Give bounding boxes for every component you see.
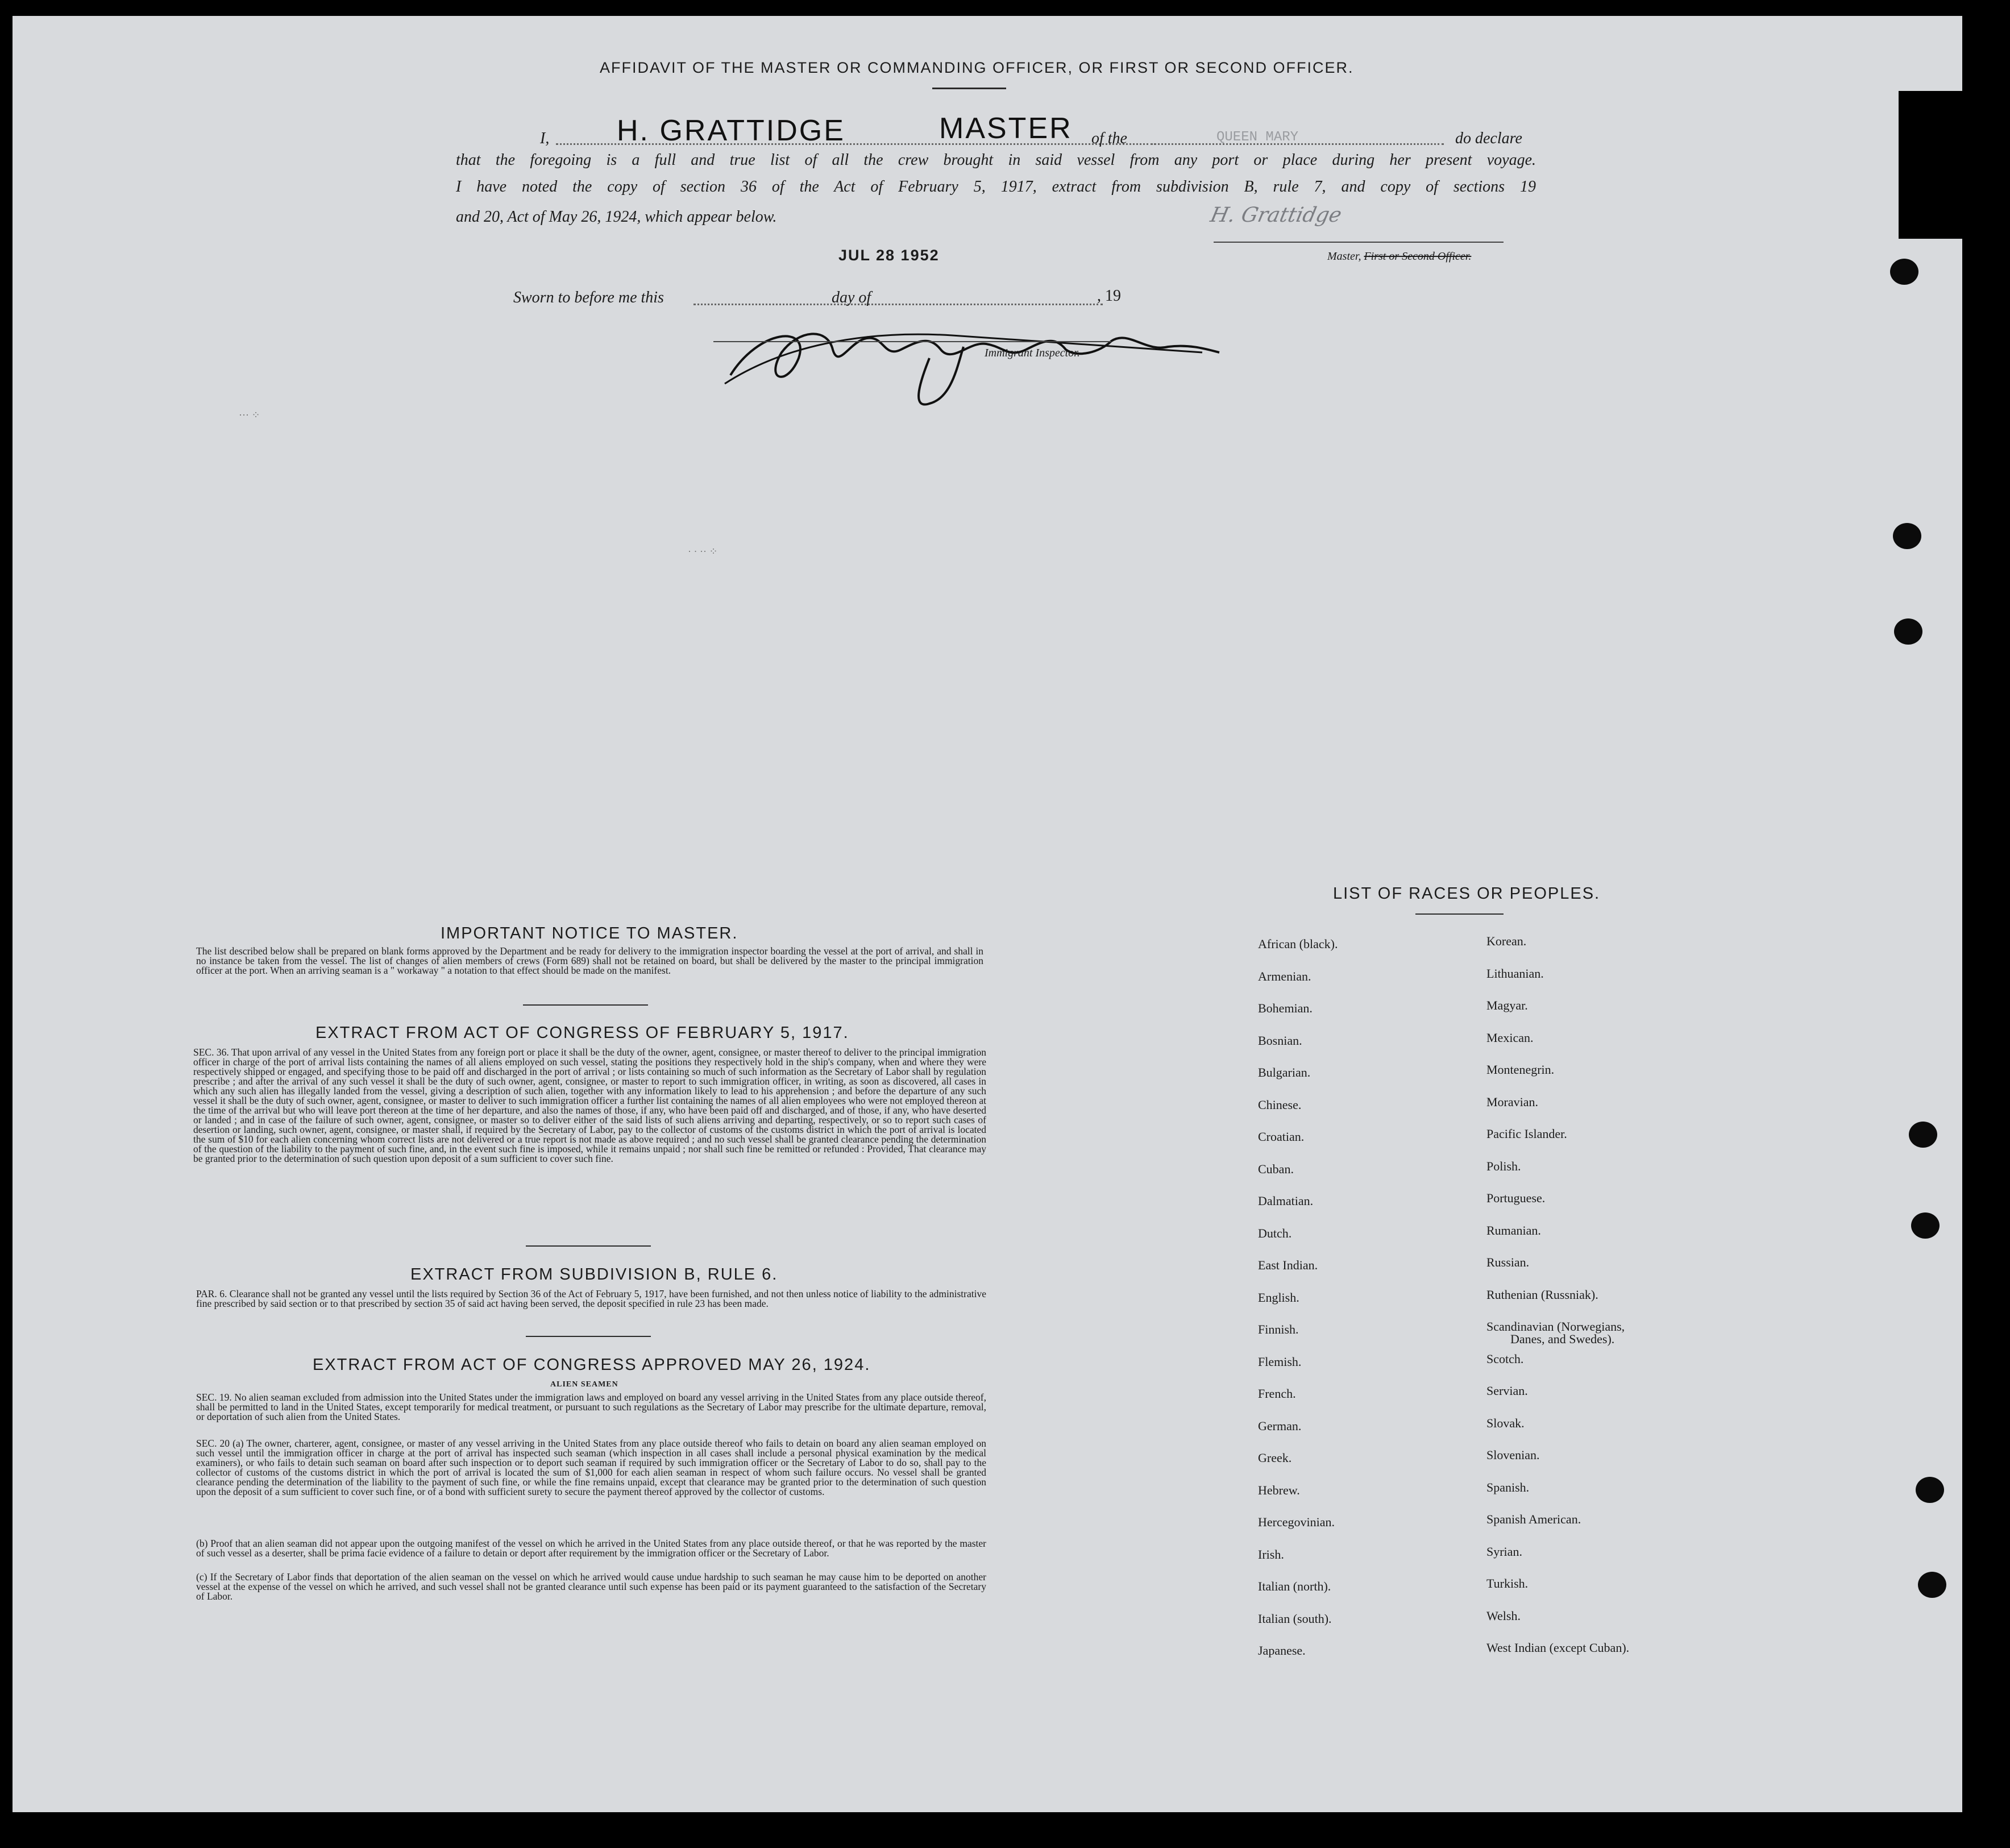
vessel-name-stamp: QUEEN MARY bbox=[1216, 130, 1299, 145]
binder-hole bbox=[1916, 1477, 1944, 1503]
race-item: West Indian (except Cuban). bbox=[1486, 1641, 1630, 1655]
year-label: , 19 bbox=[1097, 287, 1121, 305]
inspector-caption: Immigrant Inspector. bbox=[985, 347, 1080, 359]
race-item: Servian. bbox=[1486, 1384, 1528, 1398]
race-item: Hebrew. bbox=[1258, 1482, 1300, 1497]
race-item: Syrian. bbox=[1486, 1544, 1522, 1559]
race-item: Moravian. bbox=[1486, 1094, 1539, 1109]
race-item: Armenian. bbox=[1258, 969, 1311, 983]
caption-struck: First or Second Officer. bbox=[1364, 250, 1472, 263]
race-item: Welsh. bbox=[1486, 1608, 1521, 1623]
race-item: Cuban. bbox=[1258, 1161, 1294, 1176]
date-stamp: JUL 28 1952 bbox=[838, 247, 940, 264]
extract-1917-title: EXTRACT FROM ACT OF CONGRESS OF FEBRUARY 5, 1917. bbox=[315, 1024, 849, 1042]
race-item: Slovenian. bbox=[1486, 1448, 1540, 1462]
vessel-line bbox=[1154, 143, 1444, 145]
binder-hole bbox=[1911, 1212, 1940, 1239]
race-item: Croatian. bbox=[1258, 1129, 1305, 1144]
race-item: Mexican. bbox=[1486, 1030, 1534, 1045]
speck: ⋯ ⁘ bbox=[239, 409, 260, 421]
race-item: Lithuanian. bbox=[1486, 966, 1544, 981]
race-item: Montenegrin. bbox=[1486, 1062, 1555, 1077]
race-item: Russian. bbox=[1486, 1255, 1530, 1269]
races-right-column bbox=[1486, 934, 1629, 1673]
race-item: Bosnian. bbox=[1258, 1033, 1302, 1048]
notice-rule bbox=[523, 1004, 648, 1006]
race-item: Magyar. bbox=[1486, 998, 1528, 1012]
alien-seamen-subtitle: ALIEN SEAMEN bbox=[550, 1380, 618, 1389]
notice-body: The list described below shall be prepared on blank forms approved by the Department and be ready for delivery to the immigration inspector boarding the vessel at the port of arrival, and shall in no instance be taken from the vessel. The list of changes of alien members of crews (Form 689) shall not be retained on board, but shall be delivered by the master to the principal immigration officer at the port. When an arriving seaman is a " workaway " a notation to that effect should be made on the manifest. bbox=[196, 945, 983, 976]
binder-hole bbox=[1894, 618, 1922, 645]
do-declare-label: do declare bbox=[1455, 130, 1522, 147]
race-item: East Indian. bbox=[1258, 1258, 1318, 1272]
declaration-line-1: that the foregoing is a full and true list of all the crew brought in said vessel from any port or place during her present voyage. bbox=[456, 151, 1536, 169]
binder-hole bbox=[1893, 523, 1921, 549]
race-item: Spanish. bbox=[1486, 1480, 1530, 1494]
races-left-column bbox=[1258, 937, 1338, 1676]
declaration-line-3: and 20, Act of May 26, 1924, which appear below. bbox=[456, 208, 777, 226]
inspector-line bbox=[713, 341, 1111, 342]
race-item: Bohemian. bbox=[1258, 1001, 1313, 1015]
signer-caption bbox=[1327, 250, 1471, 263]
extract-1917-body: SEC. 36. That upon arrival of any vessel in the United States from any foreign port or place it shall be the duty of the owner, agent, consignee, or master thereof to deliver to the principal immigration officer in charge of the port of arrival lists containing the names of all aliens employed on such vessel, stating the positions they respectively hold in the ship's company, when and where they were respectively shipped or engaged, and specifying those to be paid off and discharged in the port of arrival ; or lists containing so much of such information as the Secretary of Labor shall by regulation prescribe ; and after the arrival of any such vessel it shall be the duty of such owner, agent, consignee, or master to report to such immigration officer, in writing, as soon as discovered, all cases in which any such alien has illegally landed from the vessel, giving a description of such alien, together with any information likely to lead to his apprehension ; and before the departure of any such vessel it shall be the duty of such owner, agent, consignee, or master to deliver to such immigration officer a further list containing the names of all alien employees who were not employed thereon at the time of the arrival but who will leave port thereon at the time of her departure, and also the names of those, if any, who have been paid off and discharged, and of those, if any, who have deserted or landed ; and in case of the failure of such owner, agent, consignee, or master so to deliver either of the said lists of such aliens arriving and departing, respectively, or so to report such cases of desertion or landing, such owner, agent, consignee, or master shall, if required by the Secretary of Labor, pay to the collector of customs of the customs district in which the port of arrival is located the sum of $10 for each alien concerning whom correct lists are not delivered or a true report is not made as above required ; and no such vessel shall be granted clearance pending the determination of the question of the liability to the payment of such fine, and, in the event such fine is imposed, while it remains unpaid ; nor shall such fine be remitted or refunded : Provided, That clearance may be granted prior to the determination of such question upon deposit of a sum sufficient to cover such fine. bbox=[193, 1046, 986, 1164]
sworn-label: Sworn to before me this bbox=[513, 289, 664, 306]
extract-1924-title: EXTRACT FROM ACT OF CONGRESS APPROVED MAY 26, 1924. bbox=[313, 1356, 871, 1374]
race-item: Turkish. bbox=[1486, 1576, 1529, 1590]
races-title: LIST OF RACES OR PEOPLES. bbox=[1333, 884, 1601, 903]
race-item: Portuguese. bbox=[1486, 1191, 1546, 1205]
race-item: Spanish American. bbox=[1486, 1512, 1581, 1526]
binder-hole bbox=[1909, 1122, 1937, 1148]
signature-line bbox=[1214, 242, 1504, 243]
race-item: German. bbox=[1258, 1418, 1302, 1433]
caption-master: Master, bbox=[1327, 250, 1361, 263]
race-item: French. bbox=[1258, 1386, 1296, 1401]
i-label: I, bbox=[540, 130, 550, 147]
day-of-label: day of bbox=[832, 289, 871, 306]
rule6-rule bbox=[526, 1336, 651, 1337]
race-item bbox=[1486, 1319, 1629, 1352]
race-item: Italian (north). bbox=[1258, 1579, 1331, 1593]
race-item: Chinese. bbox=[1258, 1097, 1302, 1112]
extract-1924-sec19: SEC. 19. No alien seaman excluded from admission into the United States under the immigration laws and employed on board any vessel arriving in the United States from any place outside thereof, shall be permitted to land in the United States, except temporarily for medical treatment, or pursuant to such regulations as the Secretary of Labor may prescribe for the ultimate departure, removal, or deportation of such alien from the United States. bbox=[196, 1392, 986, 1422]
race-item: Scotch. bbox=[1486, 1351, 1524, 1366]
race-item: Irish. bbox=[1258, 1547, 1284, 1562]
race-item: Pacific Islander. bbox=[1486, 1127, 1567, 1141]
race-item: Bulgarian. bbox=[1258, 1065, 1311, 1079]
affidavit-title: AFFIDAVIT OF THE MASTER OR COMMANDING OFFICER, OR FIRST OR SECOND OFFICER. bbox=[600, 59, 1354, 76]
race-item-line2: Danes, and Swedes). bbox=[1510, 1332, 1615, 1346]
race-item: Dalmatian. bbox=[1258, 1194, 1314, 1208]
race-item: Ruthenian (Russniak). bbox=[1486, 1287, 1598, 1302]
extract-1924-sec20c: (c) If the Secretary of Labor finds that deportation of the alien seaman on the vessel on which he arrived would cause undue hardship to such seaman he may cause him to be deported on another vessel at the expense of the vessel on which he arrived, and such vessel shall not be granted clearance until such expense has been paid or its payment guaranteed to the satisfaction of the Secretary of Labor. bbox=[196, 1571, 986, 1602]
extract-1917-rule bbox=[526, 1245, 651, 1247]
master-name-handwritten: H. GRATTIDGE bbox=[617, 114, 845, 147]
master-title-handwritten: MASTER bbox=[939, 112, 1073, 145]
race-item: Polish. bbox=[1486, 1158, 1521, 1173]
race-item: Korean. bbox=[1486, 934, 1527, 948]
race-item: Rumanian. bbox=[1486, 1223, 1541, 1237]
notice-title: IMPORTANT NOTICE TO MASTER. bbox=[441, 924, 738, 942]
race-item: Dutch. bbox=[1258, 1226, 1292, 1240]
extract-1924-sec20b: (b) Proof that an alien seaman did not appear upon the outgoing manifest of the vessel on which he arrived in the United States from any place outside thereof, or that he was reported by the master of such vessel as a deserter, shall be prima facie evidence of a failure to detain or deport after requirement by the immigration officer or the Secretary of Labor. bbox=[196, 1538, 986, 1559]
speck: · · ·· ⁘ bbox=[688, 546, 718, 557]
race-item: Slovak. bbox=[1486, 1415, 1525, 1430]
race-item-line1: Scandinavian (Norwegians, bbox=[1486, 1319, 1625, 1334]
race-item: African (black). bbox=[1258, 937, 1338, 951]
page-edge-shadow bbox=[1899, 91, 1962, 239]
rule6-title: EXTRACT FROM SUBDIVISION B, RULE 6. bbox=[410, 1265, 778, 1284]
race-item: Flemish. bbox=[1258, 1354, 1302, 1369]
rule6-body: PAR. 6. Clearance shall not be granted any vessel until the lists required by Section 36 of the Act of February 5, 1917, have been furnished, and not then unless notice of liability to the administrative fine prescribed by said section or to that prescribed by section 35 of said act having been served, the deposit specified in rule 23 has been made. bbox=[196, 1288, 986, 1309]
title-rule bbox=[932, 88, 1006, 89]
race-item: Hercegovinian. bbox=[1258, 1515, 1335, 1529]
extract-1924-sec20a: SEC. 20 (a) The owner, charterer, agent, consignee, or master of any vessel arriving in the United States from any place outside thereof who fails to detain on board any alien seaman employed on such vessel until the immigration officer in charge at the port of arrival has inspected such seaman (which inspection in all cases shall include a personal physical examination by the medical examiners), or who fails to detain such seaman on board after such inspection or to deport such seaman if required by such immigration officer or the Secretary of Labor to do so, shall pay to the collector of customs of the customs district in which the port of arrival is located the sum of $1,000 for each alien seaman in respect of whom such failure occurs. No vessel shall be granted clearance pending the determination of the liability to the payment of such fine, or while the fine remains unpaid, except that clearance may be granted prior to the determination of such question upon the deposit of a sum sufficient to cover such fine, or of a bond with sufficient surety to secure the payment thereof approved by the collector of customs. bbox=[196, 1438, 986, 1497]
races-rule bbox=[1415, 913, 1504, 915]
inspector-signature bbox=[713, 296, 1236, 415]
master-signature: H. Grattidge bbox=[1208, 204, 1344, 227]
race-item: Finnish. bbox=[1258, 1322, 1299, 1336]
declaration-line-2: I have noted the copy of section 36 of the Act of February 5, 1917, extract from subdivision B, rule 7, and copy of sections 19 bbox=[456, 178, 1536, 196]
binder-hole bbox=[1918, 1572, 1946, 1598]
race-item: Greek. bbox=[1258, 1451, 1292, 1465]
binder-hole bbox=[1890, 259, 1918, 285]
race-item: English. bbox=[1258, 1290, 1299, 1305]
race-item: Japanese. bbox=[1258, 1643, 1306, 1658]
race-item: Italian (south). bbox=[1258, 1611, 1332, 1626]
of-the-label: of the bbox=[1091, 130, 1127, 147]
